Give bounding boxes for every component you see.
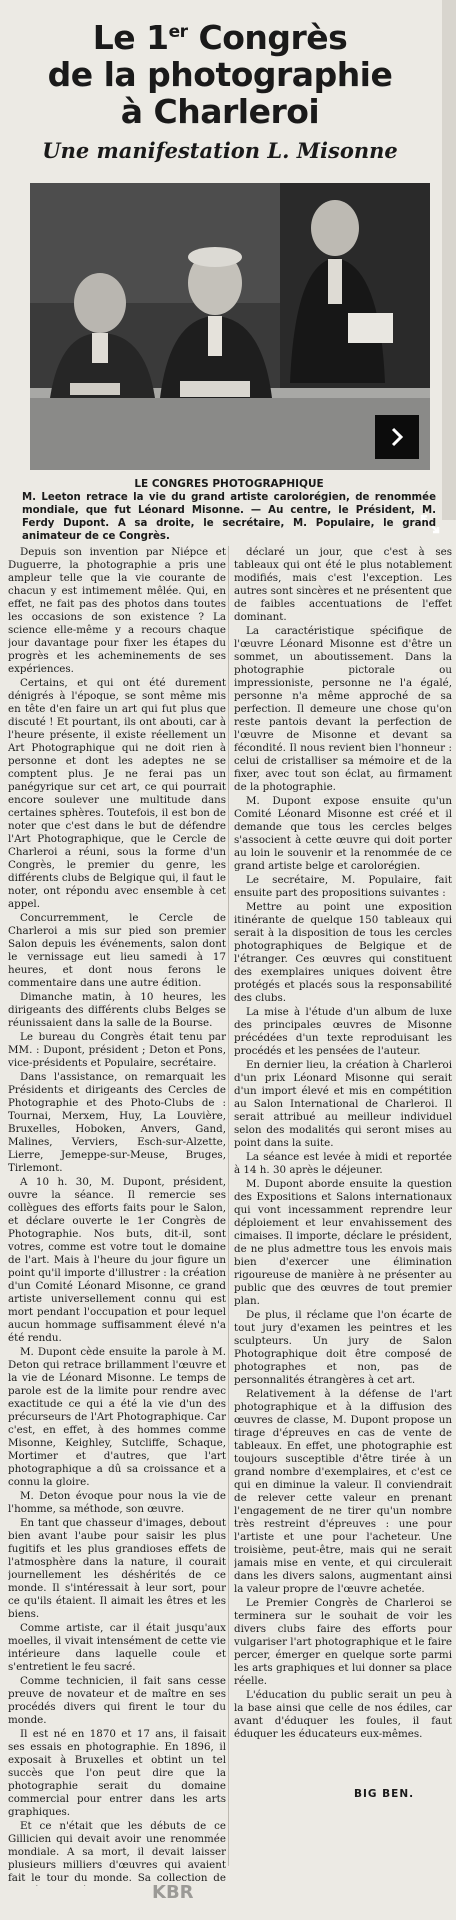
paragraph: Mettre au point une exposition itinérante de quelque 150 tableaux qui serait à la disposition de tous les cercles photographiques de Belgique et de l'étranger. Ces œuvres qui constituent des exemplaires uniques doivent être protégés et placés sous la responsabilité des clubs. <box>234 901 452 1004</box>
chevron-right-icon <box>386 426 408 448</box>
paragraph: Depuis son invention par Niépce et Duguerre, la photographie a pris une ampleur telle que la vie courante de chacun y est intimement mêlée. Qui, en effet, ne fait pas des photos dans toutes les occasions de son existence ? La science elle-même y a recours chaque jour davantage pour fixer les étapes du progrès et les acheminements de ses expériences. <box>8 546 226 675</box>
paragraph: Le bureau du Congrès était tenu par MM. : Dupont, président ; Deton et Pons, vice-présidents et Populaire, secrétaire. <box>8 1031 226 1069</box>
paragraph: M. Dupont aborde ensuite la question des Expositions et Salons internationaux qui vont incessamment reprendre leur déploiement et leur envahissement des cimaises. Il importe, déclare le président, de ne plus admettre tous les envois mais bien d'exercer une élimination rigoureuse de manière à ne présenter au public que des œuvres de tout premier plan. <box>234 1178 452 1307</box>
paragraph: La caractéristique spécifique de l'œuvre Léonard Misonne est d'être un sommet, un aboutissement. Dans la photographie pictorale ou impressioniste, personne ne l'a égalé, personne n'a même approché de sa perfection. Il demeure une chose qu'on reste pantois devant la perfection de l'œuvre de Misonne et devant sa fécondité. Il nous revient bien l'honneur : celui de cristalliser sa mémoire et de la fixer, avec tout son éclat, au firmament de la photographie. <box>234 625 452 793</box>
article-column-left <box>8 546 226 1886</box>
caption-text: M. Leeton retrace la vie du grand artiste carolorégien, de renommée mondiale, que fut Léonard Misonne. — Au centre, le Président, M. Ferdy Dupont. A sa droite, le secrétaire, M. Populaire, le grand animateur de ce Congrès. <box>22 492 436 542</box>
paragraph: Dimanche matin, à 10 heures, les dirigeants des différents clubs Belges se réunissaient dans la salle de la Bourse. <box>8 991 226 1029</box>
adjacent-column-edge <box>442 0 456 520</box>
paragraph: M. Deton évoque pour nous la vie de l'homme, sa méthode, son œuvre. <box>8 1490 226 1515</box>
paragraph: A 10 h. 30, M. Dupont, président, ouvre la séance. Il remercie ses collègues des efforts faits pour le Salon, et déclare ouverte le 1er Congrès de Photographie. Nos buts, dit-il, sont votres, comme est votre tout le domaine de l'art. Mais à l'heure du jour figure un point qu'il importe d'illustrer : la création d'un Comité Léonard Misonne, ce grand artiste universellement connu qui est mort pendant l'occupation et pour lequel aucun hommage suffisamment élevé n'a été rendu. <box>8 1176 226 1344</box>
paragraph: Et ce n'était que les débuts de ce Gillicien qui devait avoir une renommée mondiale. A sa mort, il devait laisser plusieurs milliers d'œuvres qui avaient fait le tour du monde. Sa collection de <box>8 1820 226 1884</box>
paragraph: Le secrétaire, M. Populaire, fait ensuite part des propositions suivantes : <box>234 874 452 899</box>
headline-superscript: er <box>168 22 188 42</box>
paragraph: Dans l'assistance, on remarquait les Présidents et dirigeants des Cercles de Photographie et des Photo-Clubs de : Tournai, Merxem, Huy, La Louvière, Bruxelles, Hoboken, Anvers, Gand, Malines, Verviers, Esch-sur-Alzette, Lierre, Jemeppe-sur-Meuse, Bruges, Tirlemont. <box>8 1071 226 1174</box>
headline-line-2: de la photographie <box>47 55 393 94</box>
paragraph: La mise à l'étude d'un album de luxe des principales œuvres de Misonne précédées d'un texte reproduisant les procédés et les pensées de l'auteur. <box>234 1006 452 1057</box>
headline-line-1: Le 1 <box>92 18 169 57</box>
congress-photo-image <box>30 183 430 470</box>
paragraph: Il est né en 1870 et 17 ans, il faisait ses essais en photographie. En 1896, il exposait à Bruxelles et obtint un tel succès que l'on peut dire que la photographie serait du domaine commercial pour entrer dans les arts graphiques. <box>8 1728 226 1818</box>
paragraph: En dernier lieu, la création à Charleroi d'un prix Léonard Misonne qui serait d'un import élevé et mis en compétition au Salon International de Charleroi. Il serait attribué au meilleur individuel selon des modalités qui seront mises au point dans la suite. <box>234 1059 452 1149</box>
congress-photo <box>30 183 430 470</box>
article-signature: BIG BEN. <box>354 1788 415 1800</box>
paragraph: Concurremment, le Cercle de Charleroi a mis sur pied son premier Salon depuis les événements, salon dont le vernissage eut lieu samedi à 17 heures, et dont nous ferons le commentaire dans une autre édition. <box>8 912 226 989</box>
library-watermark: KBR <box>152 1882 194 1903</box>
paragraph: L'éducation du public serait un peu à la base ainsi que celle de nos édiles, car avant d'éduquer les foules, il faut éduquer les éducateurs eux-mêmes. <box>234 1689 452 1740</box>
article-subheadline: Une manifestation L. Misonne <box>42 138 398 163</box>
column-divider <box>228 546 229 1866</box>
photo-caption <box>22 478 436 543</box>
paragraph: Certains, et qui ont été durement dénigrés à l'époque, se sont même mis en tête d'en faire un art qui fut plus que discuté ! Et pourtant, ils ont abouti, car à l'heure présente, il existe réellement un Art Photographique qui ne doit rien à personne et dont les adeptes ne se comptent plus. Je ne ferai pas un panégyrique sur cet art, ce qui pourrait encore soulever une multitude dans certaines sphères. Toutefois, il est bon de noter que c'est dans le but de défendre l'Art Photographique, que le Cercle de Charleroi a réuni, sous la forme d'un Congrès, le premier du genre, les différents clubs de Belgique qui, il faut le noter, ont répondu avec ensemble à cet appel. <box>8 677 226 910</box>
article-headline <box>0 14 440 130</box>
caption-title: LE CONGRES PHOTOGRAPHIQUE <box>134 478 324 490</box>
paragraph: Comme artiste, car il était jusqu'aux moelles, il vivait intensément de cette vie intérieure dans laquelle coule et s'entretient le feu sacré. <box>8 1622 226 1673</box>
paragraph: M. Dupont expose ensuite qu'un Comité Léonard Misonne est créé et il demande que tous les cercles belges s'associent à cette œuvre qui doit porter au loin le souvenir et la renommée de ce grand artiste belge et carolorégien. <box>234 795 452 872</box>
paragraph: En tant que chasseur d'images, debout bien avant l'aube pour saisir les plus fugitifs et les plus grandioses effets de l'atmosphère dans la nature, il courait journellement les déshérités de ce monde. Il s'intéressait à leur sort, pour ce qu'ils étaient. Il aimait les êtres et les biens. <box>8 1517 226 1620</box>
paragraph: Relativement à la défense de l'art photographique et à la diffusion des œuvres de classe, M. Dupont propose un tirage d'épreuves en cas de vente de tableaux. En effet, une photographie est toujours susceptible d'être tirée à un grand nombre d'exemplaires, et c'est ce qui en diminue la valeur. Il conviendrait de relever cette valeur en prenant l'engagement de ne tirer qu'un nombre très restreint d'épreuves : une pour l'artiste et une pour l'acheteur. Une troisième, peut-être, mais qui ne serait jamais mise en vente, et qui circulerait dans les divers salons, augmentant ainsi la valeur propre de l'œuvre achetée. <box>234 1388 452 1595</box>
paragraph: De plus, il réclame que l'on écarte de tout jury d'examen les peintres et les sculpteurs. Un jury de Salon Photographique doit être composé de photographes et non, pas de personnalités étrangères à cet art. <box>234 1309 452 1386</box>
paragraph: déclaré un jour, que c'est à ses tableaux qui ont été le plus notablement modifiés, mais c'est l'exception. Les autres sont sincères et ne présentent que de faibles accentuations de l'effet dominant. <box>234 546 452 623</box>
next-image-button[interactable] <box>375 415 419 459</box>
paragraph: M. Dupont cède ensuite la parole à M. Deton qui retrace brillamment l'œuvre et la vie de Léonard Misonne. Le temps de parole est de la limite pour rendre avec exactitude ce qui a été la vie d'un des précurseurs de l'Art Photographique. Car c'est, en effet, à des hommes comme Misonne, Keighley, Sutcliffe, Schaque, Mortimer et d'autres, que l'art photographique a dû sa croissance et a connu la gloire. <box>8 1346 226 1488</box>
paragraph: Le Premier Congrès de Charleroi se terminera sur le souhait de voir les divers clubs faire des efforts pour vulgariser l'art photographique et le faire percer, émerger en quelque sorte parmi les arts graphiques et lui donner sa place réelle. <box>234 1597 452 1687</box>
paragraph: La séance est levée à midi et reportée à 14 h. 30 après le déjeuner. <box>234 1151 452 1176</box>
article-column-right <box>234 546 452 1776</box>
headline-line-3: à Charleroi <box>120 92 320 131</box>
paragraph: Comme technicien, il fait sans cesse preuve de novateur et de maître en ses procédés divers qui firent le tour du monde. <box>8 1675 226 1726</box>
headline-line-1-end: Congrès <box>187 18 348 57</box>
